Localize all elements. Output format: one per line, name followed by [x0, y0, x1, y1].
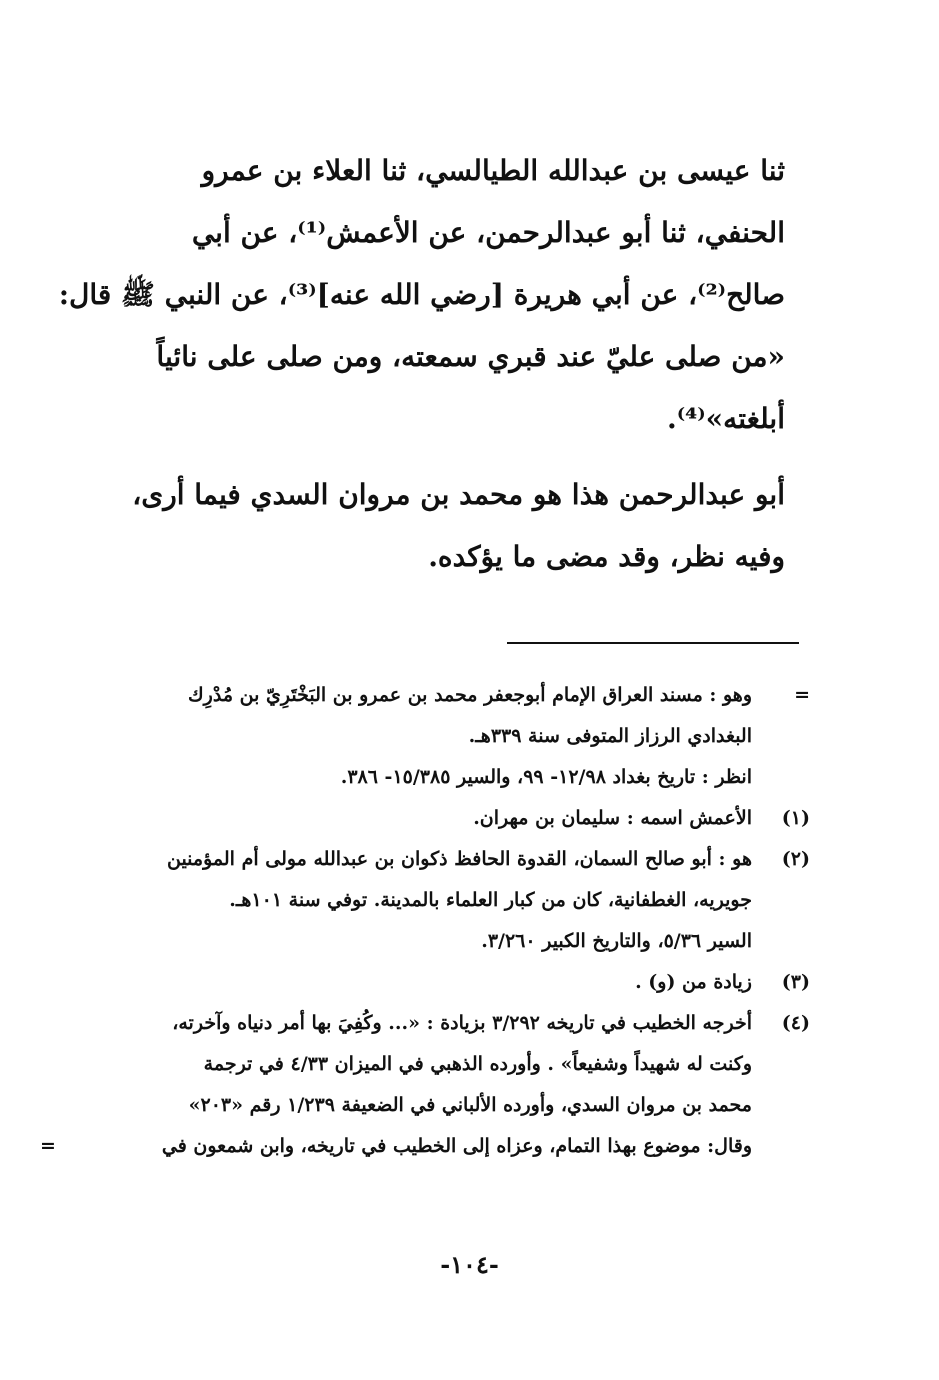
text-line: أبو عبدالرحمن هذا هو محمد بن مروان السدي فيما أرى،: [132, 478, 785, 511]
paragraph-hadith: [58, 140, 785, 450]
footnote-line: جويريه، الغطفانية، كان من كبار العلماء بالمدينة. توفي سنة ١٠١هـ.: [229, 889, 752, 911]
page-number: -١٠٤-: [440, 1250, 499, 1279]
footnote-line: زيادة من (و) .: [635, 971, 752, 993]
text-line: أبلغته»⁽⁴⁾.: [666, 402, 785, 435]
footnote-1: [50, 798, 810, 839]
footnote-continuation: [50, 675, 810, 798]
footnote-line: انظر : تاريخ بغداد ١٢/٩٨- ٩٩، والسير ١٥/٣٨٥- ٣٨٦.: [340, 766, 752, 788]
footnote-line: وكنت له شهيداً وشفيعاً» . وأورده الذهبي في الميزان ٤/٣٣ في ترجمة: [203, 1053, 752, 1075]
trailing-continuation-marker: =: [40, 1135, 56, 1157]
footnote-line: السير ٥/٣٦، والتاريخ الكبير ٣/٢٦٠.: [481, 930, 752, 952]
text-line: «من صلى عليّ عند قبري سمعته، ومن صلى على نائياً: [156, 340, 785, 373]
footnote-line: محمد بن مروان السدي، وأورده الألباني في الضعيفة ١/٢٣٩ رقم «٢٠٣»: [188, 1094, 752, 1116]
footnote-4: [40, 1003, 810, 1167]
text-line: ثنا عيسى بن عبدالله الطيالسي، ثنا العلاء بن عمرو: [201, 154, 785, 187]
footnotes: [40, 675, 810, 1167]
footnote-3: [50, 962, 810, 1003]
text-line: صالح⁽²⁾، عن أبي هريرة [رضي الله عنه]⁽³⁾، عن النبي ﷺ قال:: [58, 278, 785, 311]
footnote-separator: [507, 642, 799, 644]
paragraph-commentary: [95, 464, 785, 588]
footnote-2: [50, 839, 810, 962]
continuation-marker: =: [794, 684, 810, 706]
footnote-line: هو : أبو صالح السمان، القدوة الحافظ ذكوان بن عبدالله مولى أم المؤمنين: [166, 848, 752, 870]
footnote-marker: (١): [781, 807, 810, 829]
footnote-line: وهو : مسند العراق الإمام أبوجعفر محمد بن عمرو بن البَخْتَرِيّ بن مُدْرِك: [188, 684, 752, 706]
footnote-marker: (٢): [781, 848, 810, 870]
footnote-line: أخرجه الخطيب في تاريخه ٣/٢٩٢ بزيادة : «... وكُفِيَ بها أمر دنياه وآخرته،: [172, 1012, 752, 1034]
footnote-marker: (٣): [781, 971, 810, 993]
text-line: الحنفي، ثنا أبو عبدالرحمن، عن الأعمش⁽¹⁾، عن أبي: [191, 216, 785, 249]
footnote-marker: (٤): [781, 1012, 810, 1034]
main-text: [58, 140, 785, 588]
footnote-line: البغدادي الرزاز المتوفى سنة ٣٣٩هـ.: [468, 725, 752, 747]
footnote-line: الأعمش اسمه : سليمان بن مهران.: [473, 807, 752, 829]
text-line: وفيه نظر، وقد مضى ما يؤكده.: [428, 540, 785, 573]
footnote-line: وقال: موضوع بهذا التمام، وعزاه إلى الخطيب في تاريخه، وابن شمعون في: [161, 1135, 752, 1157]
